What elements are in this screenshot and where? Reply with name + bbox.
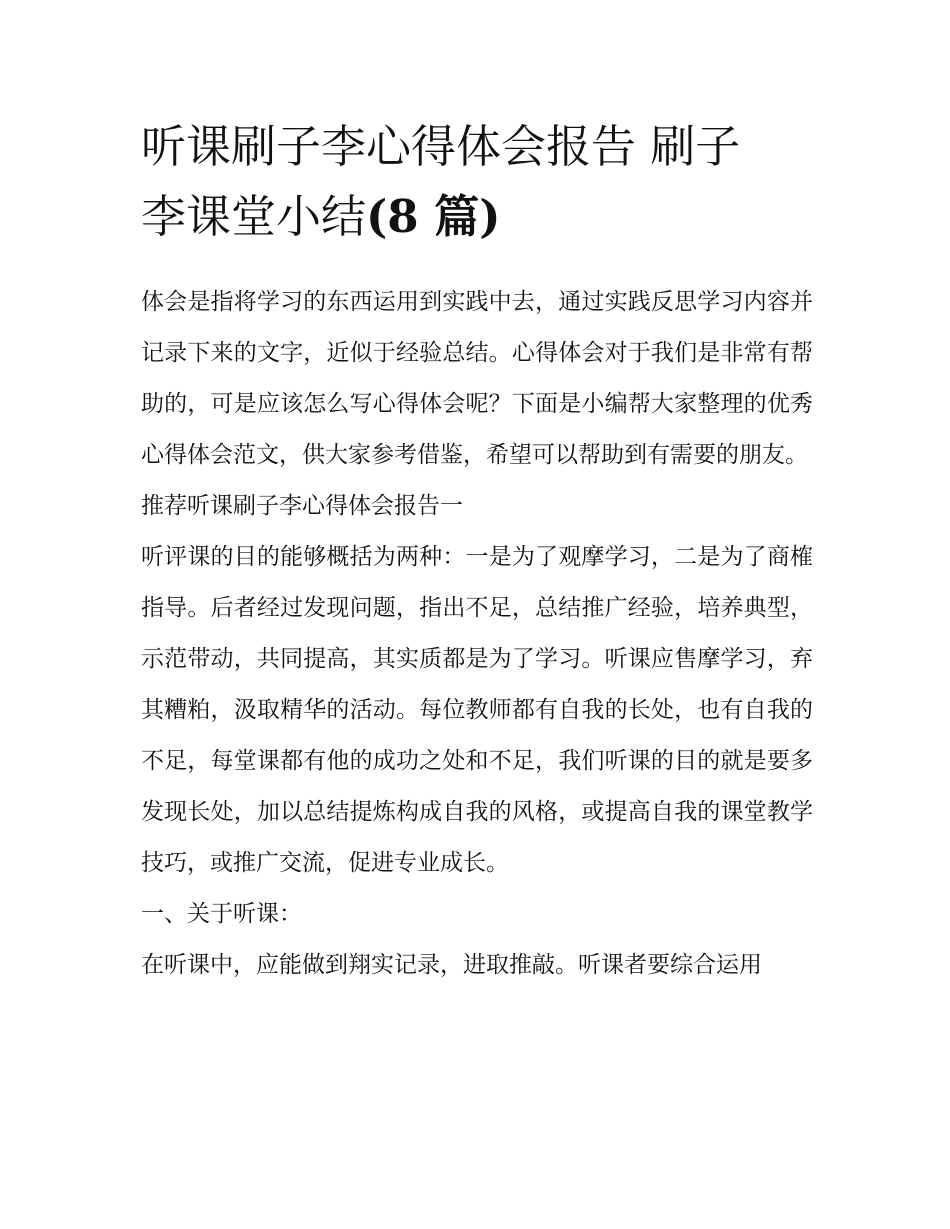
section-body-paragraph: 听评课的目的能够概括为两种：一是为了观摩学习，二是为了商榷指导。后者经过发现问题，指出不足，总结推广经验，培养典型，示范带动，共同提高，其实质都是为了学习。听课应售摩学习，弃其糟粕，汲取精华的活动。每位教师都有自我的长处，也有自我的不足，每堂课都有他的成功之处和不足，我们听课的目的就是要多发现长处，加以总结提炼构成自我的风格，或提高自我的课堂教学技巧，或推广交流，促进专业成长。 (141, 544, 813, 876)
section-heading: 推荐听课刷子李心得体会报告一 (141, 493, 463, 519)
title-count: (8 篇) (366, 190, 501, 243)
title-line-2: 李课堂小结 (141, 190, 367, 243)
document-title (141, 112, 813, 252)
intro-paragraph: 体会是指将学习的东西运用到实践中去，通过实践反思学习内容并记录下来的文字，近似于经验总结。心得体会对于我们是非常有帮助的，可是应该怎么写心得体会呢？下面是小编帮大家整理的优秀心得体会范文，供大家参考借鉴，希望可以帮助到有需要的朋友。 (141, 289, 813, 468)
document-content (141, 112, 813, 991)
title-line-1: 听课刷子李心得体会报告 刷子 (141, 120, 741, 173)
subsection-paragraph: 在听课中，应能做到翔实记录，进取推敲。听课者要综合运用 (141, 952, 762, 978)
subheading: 一、关于听课： (141, 901, 302, 927)
